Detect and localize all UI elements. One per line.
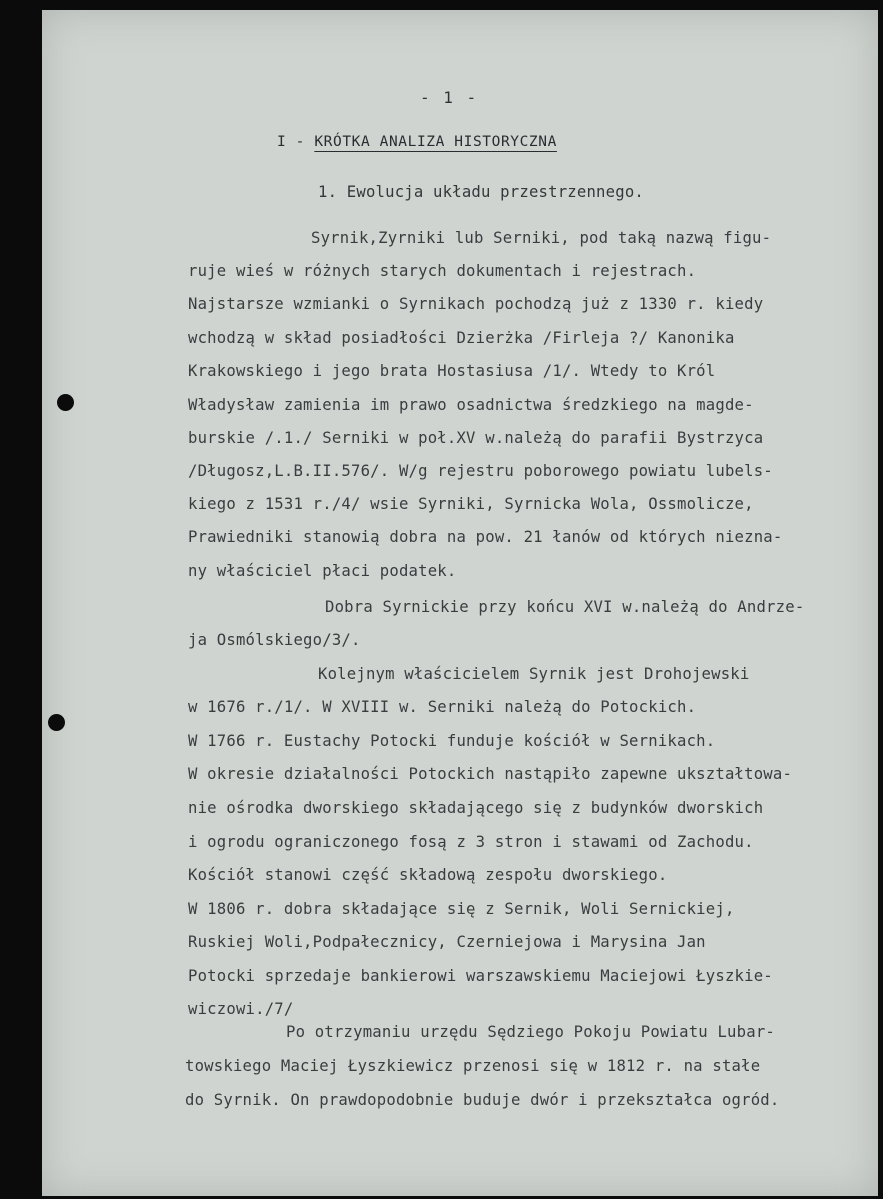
text-line: i ogrodu ograniczonego fosą z 3 stron i stawami od Zachodu. — [188, 833, 754, 851]
text-line: towskiego Maciej Łyszkiewicz przenosi się w 1812 r. na stałe — [185, 1057, 761, 1075]
text-line: burskie /.1./ Serniki w poł.XV w.należą do parafii Bystrzyca — [188, 429, 764, 447]
text-line: w 1676 r./1/. W XVIII w. Serniki należą do Potockich. — [188, 698, 697, 716]
text-line: do Syrnik. On prawdopodobnie buduje dwór i przekształca ogród. — [185, 1091, 780, 1109]
text-line: Kościół stanowi część składową zespołu dworskiego. — [188, 866, 668, 884]
heading-prefix: I - — [277, 134, 305, 150]
section-heading — [277, 132, 557, 152]
text-line: ny właściciel płaci podatek. — [188, 562, 457, 580]
text-line: wchodzą w skład posiadłości Dzierżka /Firleja ?/ Kanonika — [188, 329, 735, 347]
text-line: Ruskiej Woli,Podpałecznicy, Czerniejowa i Marysina Jan — [188, 933, 706, 951]
text-line: Syrnik,Zyrniki lub Serniki, pod taką nazwą figu- — [311, 229, 772, 247]
text-line: W okresie działalności Potockich nastąpiło zapewne ukształtowa- — [188, 765, 793, 783]
text-line: kiego z 1531 r./4/ wsie Syrniki, Syrnicka Wola, Ossmolicze, — [188, 495, 754, 513]
text-line: Kolejnym właścicielem Syrnik jest Drohojewski — [318, 665, 750, 683]
heading-title: KRÓTKA ANALIZA HISTORYCZNA — [314, 134, 557, 150]
text-line: Najstarsze wzmianki o Syrnikach pochodzą już z 1330 r. kiedy — [188, 295, 764, 313]
text-line: nie ośrodka dworskiego składającego się z budynków dworskich — [188, 799, 764, 817]
text-line: Potocki sprzedaje bankierowi warszawskiemu Maciejowi Łyszkie- — [188, 967, 773, 985]
punch-hole-bottom — [48, 714, 65, 731]
text-line: Krakowskiego i jego brata Hostasiusa /1/. Wtedy to Król — [188, 362, 716, 380]
text-line: Dobra Syrnickie przy końcu XVI w.należą do Andrze- — [325, 598, 805, 616]
text-line: Władysław zamienia im prawo osadnictwa średzkiego na magde- — [188, 396, 754, 414]
text-line: ruje wieś w różnych starych dokumentach i rejestrach. — [188, 262, 697, 280]
text-line: Po otrzymaniu urzędu Sędziego Pokoju Powiatu Lubar- — [286, 1023, 775, 1041]
text-line: W 1806 r. dobra składające się z Sernik, Woli Sernickiej, — [188, 900, 735, 918]
text-line: ja Osmólskiego/3/. — [188, 631, 361, 649]
page-number: - 1 - — [420, 88, 479, 107]
text-line: W 1766 r. Eustachy Potocki funduje kościół w Sernikach. — [188, 732, 716, 750]
subheading: 1. Ewolucja układu przestrzennego. — [318, 183, 644, 201]
text-line: Prawiedniki stanowią dobra na pow. 21 łanów od których niezna- — [188, 528, 783, 546]
text-line: /Długosz,L.B.II.576/. W/g rejestru poborowego powiatu lubels- — [188, 462, 773, 480]
punch-hole-top — [57, 394, 74, 411]
text-line: wiczowi./7/ — [188, 1000, 294, 1018]
